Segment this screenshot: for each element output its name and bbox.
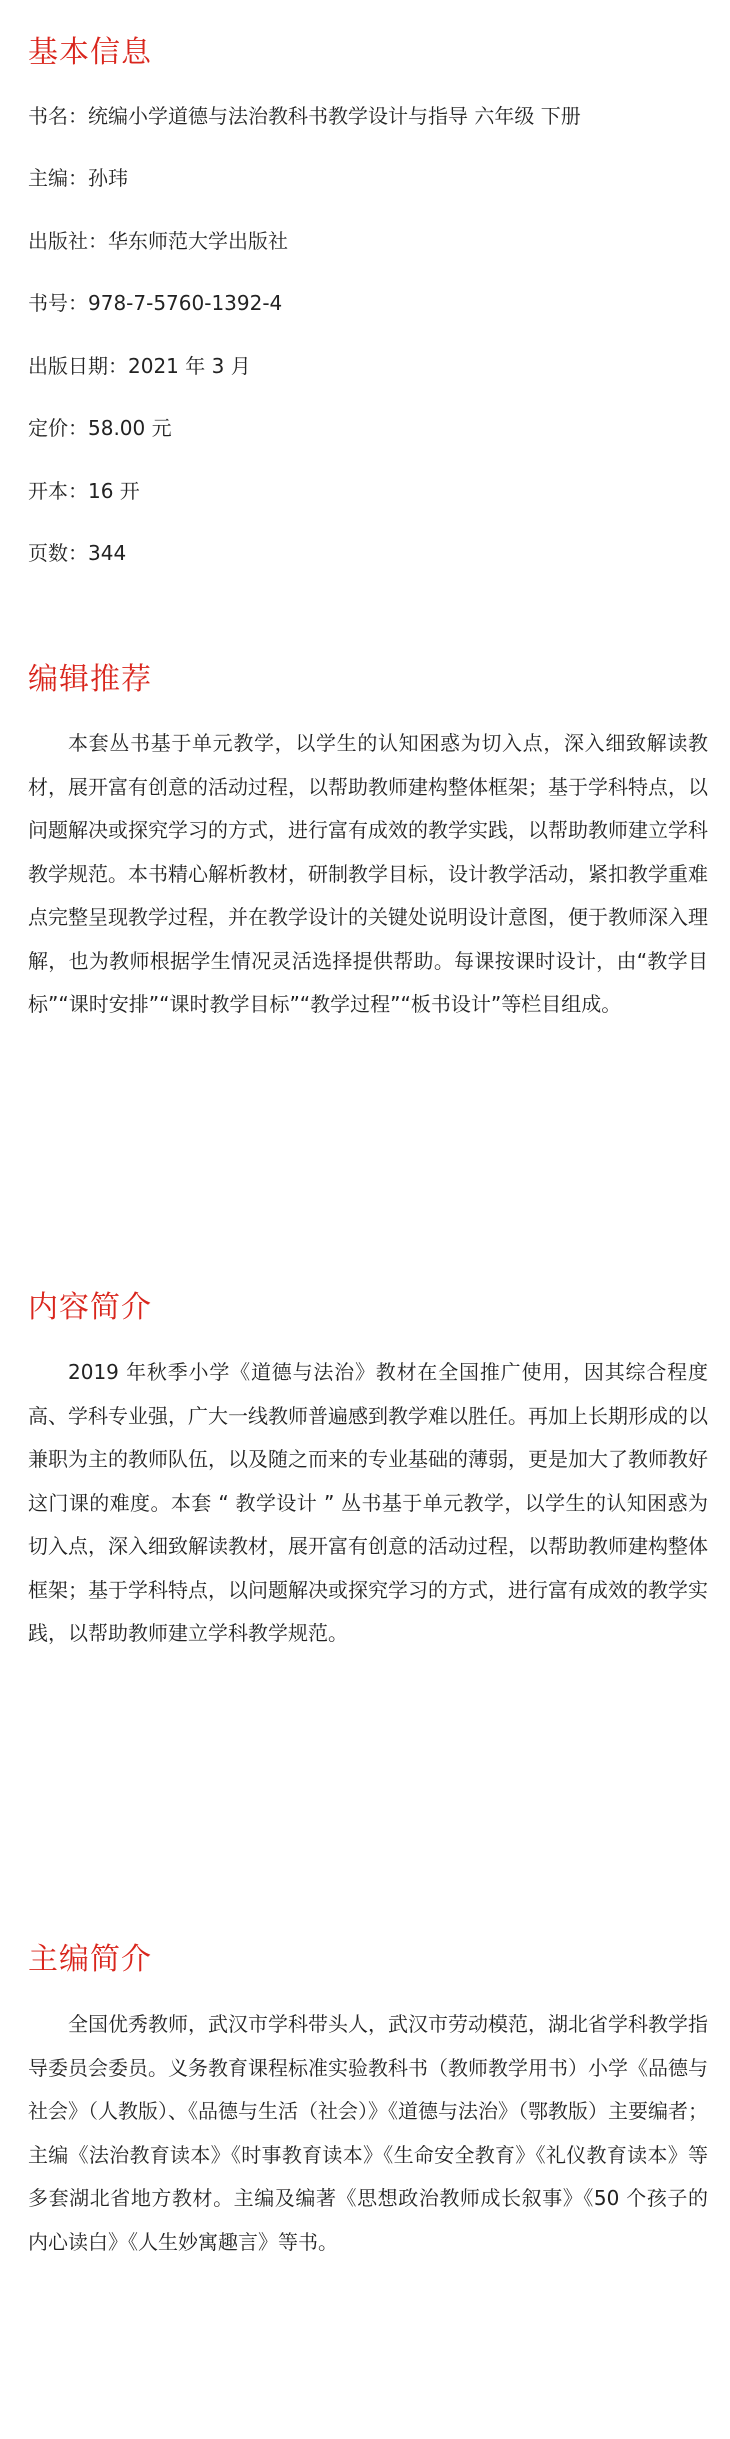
editor-recommendation-text: 本套丛书基于单元教学，以学生的认知困惑为切入点，深入细致解读教材，展开富有创意的活动过程，以帮助教师建构整体框架；基于学科特点，以问题解决或探究学习的方式，进行富有成效的教学实践，以帮助教师建立学科教学规范。本书精心解析教材，研制教学目标，设计教学活动，紧扣教学重难点完整呈现教学过程，并在教学设计的关键处说明设计意图，便于教师深入理解，也为教师根据学生情况灵活选择提供帮助。每课按课时设计，由“教学目标”“课时安排”“课时教学目标”“教学过程”“板书设计”等栏目组成。 (28, 731, 708, 1016)
info-line-publisher: 出版社：华东师范大学出版社 (28, 229, 288, 253)
info-line-pages: 页数：344 (28, 541, 127, 565)
info-line-format: 开本：16 开 (28, 479, 140, 503)
info-line-book-title: 书名：统编小学道德与法治教科书教学设计与指导 六年级 下册 (28, 104, 581, 128)
basic-info-heading: 基本信息 (28, 35, 152, 70)
info-line-publish-date: 出版日期：2021 年 3 月 (28, 354, 251, 378)
info-line-isbn: 书号：978-7-5760-1392-4 (28, 291, 283, 315)
editor-recommendation-heading: 编辑推荐 (28, 662, 152, 697)
editor-bio-text: 全国优秀教师，武汉市学科带头人，武汉市劳动模范，湖北省学科教学指导委员会委员。义务教育课程标准实验教科书（教师教学用书）小学《品德与社会》（人教版）、《品德与生活（社会）》《道德与法治》（鄂教版）主要编者；主编《法治教育读本》《时事教育读本》《生命安全教育》《礼仪教育读本》等多套湖北省地方教材。主编及编著《思想政治教师成长叙事》《50 个孩子的内心读白》《人生妙寓趣言》等书。 (28, 2012, 708, 2254)
summary-heading: 内容简介 (28, 1290, 152, 1325)
info-line-editor: 主编：孙玮 (28, 166, 128, 190)
info-line-price: 定价：58.00 元 (28, 416, 172, 440)
editor-bio-heading: 主编简介 (28, 1942, 152, 1977)
summary-text: 2019 年秋季小学《道德与法治》教材在全国推广使用，因其综合程度高、学科专业强，广大一线教师普遍感到教学难以胜任。再加上长期形成的以兼职为主的教师队伍，以及随之而来的专业基础的薄弱，更是加大了教师教好这门课的难度。本套 “ 教学设计 ” 丛书基于单元教学，以学生的认知困惑为切入点，深入细致解读教材，展开富有创意的活动过程，以帮助教师建构整体框架；基于学科特点，以问题解决或探究学习的方式，进行富有成效的教学实践，以帮助教师建立学科教学规范。 (28, 1360, 708, 1645)
